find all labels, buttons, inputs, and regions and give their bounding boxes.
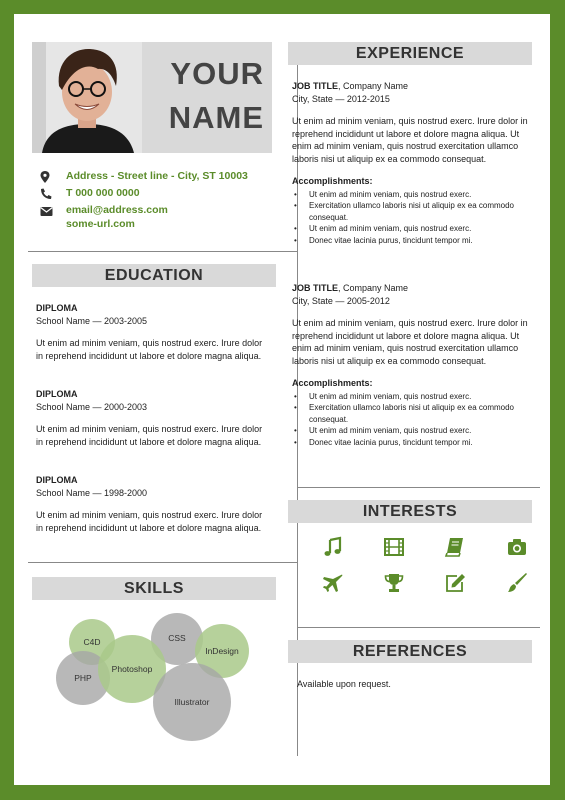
job-title: JOB TITLE <box>292 81 339 91</box>
skill-label-c4d: C4D <box>83 637 101 647</box>
experience-job <box>292 282 534 448</box>
profile-photo <box>32 42 142 153</box>
education-school: School Name — 2003-2005 <box>36 315 148 326</box>
education-item <box>36 388 264 448</box>
job-description: Ut enim ad minim veniam, quis nostrud exerc. Irure dolor in reprehend incididunt ut labore et dolore magna aliqua. Ut enim ad minim veniam, quis nostrud exercitation ullamco laboris nisi ut aliquip ex ea commodo consequat. <box>292 318 528 366</box>
job-accomplishments-list <box>292 189 534 247</box>
references-title: REFERENCES <box>288 640 532 663</box>
music-icon <box>322 536 344 558</box>
education-degree: DIPLOMA <box>36 389 78 399</box>
film-icon <box>383 536 405 558</box>
map-pin-icon <box>40 171 54 183</box>
education-school: School Name — 1998-2000 <box>36 487 148 498</box>
name-header <box>142 42 272 153</box>
list-item: • Exercitation ullamco laboris nisi ut aliquip ex ea commodo consequat. <box>292 200 534 223</box>
list-item: • Donec vitae lacinia purus, tincidunt tempor mi. <box>292 235 534 247</box>
experience-job <box>292 80 534 246</box>
list-item: • Exercitation ullamco laboris nisi ut aliquip ex ea commodo consequat. <box>292 402 534 425</box>
skills-bubble-diagram <box>32 604 268 754</box>
name-first: YOUR <box>170 56 264 91</box>
job-accomplishments-list <box>292 391 534 449</box>
education-school: School Name — 2000-2003 <box>36 401 148 412</box>
plane-icon <box>322 572 344 594</box>
divider-left-2 <box>28 562 297 563</box>
contact-email[interactable]: email@address.com <box>66 204 168 216</box>
education-text: Ut enim ad minim veniam, quis nostrud exerc. Irure dolor in reprehend incididunt ut labore et dolore magna aliqua. <box>36 424 263 447</box>
contact-phone: T 000 000 0000 <box>66 187 140 199</box>
job-location: City, State — 2012-2015 <box>292 93 390 104</box>
job-heading <box>292 80 534 93</box>
name-last: NAME <box>168 100 264 135</box>
education-title: EDUCATION <box>32 264 276 287</box>
skills-title: SKILLS <box>32 577 276 600</box>
education-degree: DIPLOMA <box>36 475 78 485</box>
list-item: • Ut enim ad minim veniam, quis nostrud exerc. <box>292 223 534 235</box>
interests-title: INTERESTS <box>288 500 532 523</box>
contact-url[interactable]: some-url.com <box>66 218 135 230</box>
list-item: • Ut enim ad minim veniam, quis nostrud exerc. <box>292 189 534 201</box>
education-item <box>36 302 264 362</box>
brush-icon <box>506 572 528 594</box>
job-heading <box>292 282 534 295</box>
education-text: Ut enim ad minim veniam, quis nostrud exerc. Irure dolor in reprehend incididunt ut labore et dolore magna aliqua. <box>36 510 263 533</box>
experience-title: EXPERIENCE <box>288 42 532 65</box>
list-item: • Ut enim ad minim veniam, quis nostrud exerc. <box>292 425 534 437</box>
trophy-icon <box>383 572 405 594</box>
references-text: Available upon request. <box>297 679 391 689</box>
skill-label-indesign: InDesign <box>205 646 239 656</box>
divider-right-2 <box>297 627 540 628</box>
phone-icon <box>40 188 54 200</box>
job-title: JOB TITLE <box>292 283 339 293</box>
camera-icon <box>506 536 528 558</box>
resume-page <box>14 14 550 785</box>
job-company: , Company Name <box>338 81 409 91</box>
profile-photo-graphic <box>32 42 142 153</box>
skill-label-photoshop: Photoshop <box>111 664 153 674</box>
contact-address: Address - Street line - City, ST 10003 <box>66 170 248 182</box>
education-item <box>36 474 264 534</box>
list-item: • Donec vitae lacinia purus, tincidunt tempor mi. <box>292 437 534 449</box>
skill-label-illustrator: Illustrator <box>174 697 210 707</box>
skill-label-css: CSS <box>168 633 186 643</box>
divider-right-1 <box>297 487 540 488</box>
book-icon <box>444 536 466 558</box>
skill-label-php: PHP <box>74 673 92 683</box>
job-location: City, State — 2005-2012 <box>292 295 390 306</box>
education-text: Ut enim ad minim veniam, quis nostrud exerc. Irure dolor in reprehend incididunt ut labore et dolore magna aliqua. <box>36 338 263 361</box>
job-accomplishments-title: Accomplishments: <box>292 378 373 388</box>
skill-bubble-illustrator <box>153 663 231 741</box>
divider-left-1 <box>28 251 297 252</box>
envelope-icon <box>40 205 54 217</box>
job-description: Ut enim ad minim veniam, quis nostrud exerc. Irure dolor in reprehend incididunt ut labore et dolore magna aliqua. Ut enim ad minim veniam, quis nostrud exercitation ullamco laboris nisi ut aliquip ex ea commodo consequat. <box>292 116 528 164</box>
edit-icon <box>444 572 466 594</box>
education-degree: DIPLOMA <box>36 303 78 313</box>
job-company: , Company Name <box>338 283 409 293</box>
job-accomplishments-title: Accomplishments: <box>292 176 373 186</box>
list-item: • Ut enim ad minim veniam, quis nostrud exerc. <box>292 391 534 403</box>
